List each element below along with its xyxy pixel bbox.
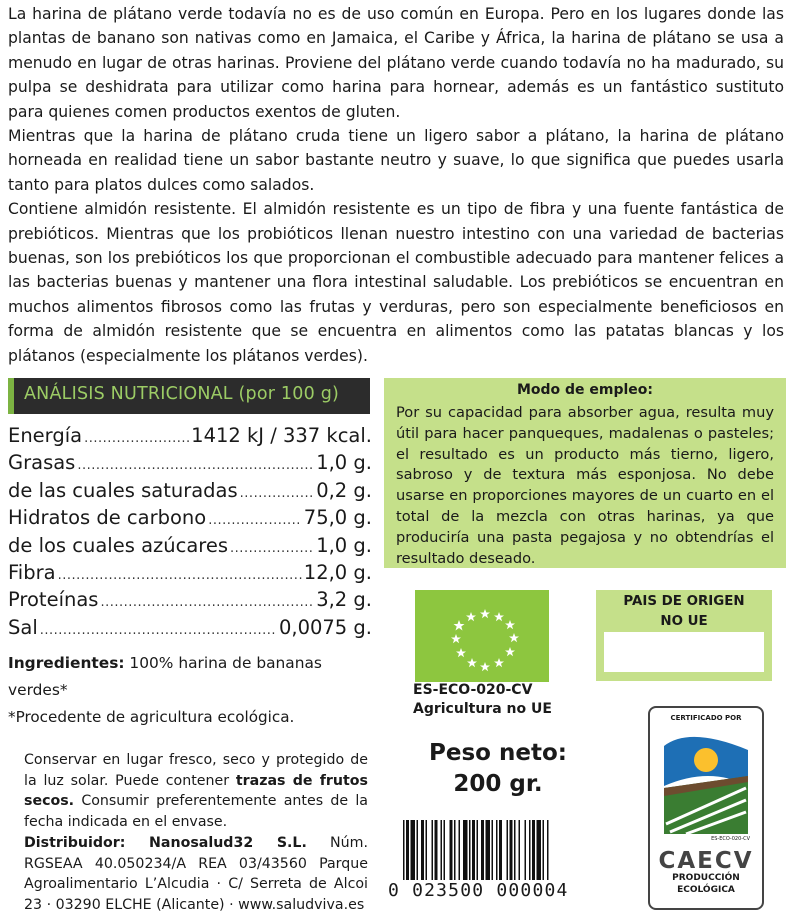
nutrition-label: Hidratos de carbono	[8, 506, 207, 530]
barcode-number: 0 023500 000004	[388, 880, 569, 901]
caecv-code: ES-ECO-020-CV	[711, 836, 750, 842]
nutrition-value: 1,0 g.	[316, 533, 372, 557]
origin-blank-box	[604, 632, 764, 672]
nutrition-label: Fibra	[8, 560, 56, 584]
caecv-brand: CAECV	[658, 848, 754, 874]
nutrition-label: de las cuales saturadas	[8, 478, 238, 502]
caecv-emblem-icon	[650, 726, 762, 846]
barcode-bar	[426, 820, 428, 880]
nutrition-value: 75,0 g.	[303, 506, 372, 530]
net-weight	[408, 738, 588, 800]
dot-leader	[84, 431, 189, 446]
barcode-bar	[481, 820, 484, 880]
barcode	[403, 820, 601, 880]
barcode-bar	[529, 820, 531, 880]
barcode-bar	[411, 820, 416, 880]
eco-origin-note: Agricultura no UE	[413, 701, 552, 717]
nutrition-table	[8, 424, 372, 643]
usage-title: Modo de empleo:	[516, 382, 654, 398]
nutrition-row-sugars	[8, 534, 372, 561]
barcode-bar	[543, 820, 545, 880]
nutrition-value: 1,0 g.	[316, 451, 372, 475]
net-weight-value: 200 gr.	[453, 771, 543, 797]
storage-text-end: Consumir preferentemente antes de la fecha indicada en el envase.	[24, 793, 368, 830]
nutrition-label: de los cuales azúcares	[8, 533, 229, 557]
nutrition-label: Grasas	[8, 451, 76, 475]
barcode-bar	[472, 820, 475, 880]
storage-text: Conservar en lugar fresco, seco y protegido de la luz solar. Puede contener	[24, 752, 368, 789]
nutrition-row-fiber	[8, 561, 372, 588]
dot-leader	[40, 623, 277, 638]
barcode-bar	[525, 820, 527, 880]
barcode-bar	[547, 820, 549, 880]
barcode-bar	[463, 820, 468, 880]
barcode-bar	[432, 820, 434, 880]
origin-label: PAIS DE ORIGEN	[623, 594, 745, 609]
intro-text	[8, 2, 784, 368]
nutrition-label: Energía	[8, 424, 83, 447]
net-weight-label: Peso neto:	[429, 740, 567, 766]
dot-leader	[240, 486, 315, 501]
nutrition-header	[8, 378, 370, 414]
barcode-bar	[444, 820, 446, 880]
storage-instructions	[24, 750, 368, 832]
caecv-line-2: ECOLÓGICA	[677, 885, 735, 895]
barcode-bar	[532, 820, 535, 880]
allergen-warning: trazas de frutos secos.	[24, 772, 368, 809]
nutrition-row-protein	[8, 588, 372, 615]
nutrition-row-energy	[8, 424, 372, 451]
nutrition-row-fat	[8, 451, 372, 478]
barcode-bar	[477, 820, 479, 880]
organic-note: *Procedente de agricultura ecológica.	[8, 708, 295, 726]
intro-paragraph-2: Mientras que la harina de plátano cruda tiene un ligero sabor a plátano, la harina de plátano horneada en realidad tiene un sabor bastante neutro y suave, lo que significa que puedes usarla tanto para platos dulces como salados.	[8, 127, 784, 194]
barcode-bar	[406, 820, 409, 880]
barcode-bar	[492, 820, 494, 880]
nutrition-value: 1412 kJ / 337 kcal.	[191, 424, 372, 447]
nutrition-row-carbs	[8, 506, 372, 533]
nutrition-title: ANÁLISIS NUTRICIONAL (por 100 g)	[24, 384, 340, 404]
barcode-bar	[441, 820, 443, 880]
ingredients-label: Ingredientes:	[8, 654, 125, 672]
eco-certification	[413, 681, 552, 719]
barcode-bar	[486, 820, 491, 880]
distributor-label: Distribuidor: Nanosalud32 S.L.	[24, 835, 307, 851]
barcode-bar	[510, 820, 513, 880]
intro-paragraph-1: La harina de plátano verde todavía no es de uso común en Europa. Pero en los lugares donde las plantas de banano son nativas como en Jamaica, el Caribe y África, la harina de plátano se usa a menudo en lugar de otras harinas. Proviene del plátano verde cuando todavía no ha madurado, su pulpa se deshidrata para utilizar como harina para hornear, además es un fantástico sustituto para quienes comen productos exentos de gluten.	[8, 5, 784, 121]
barcode-bar	[499, 820, 502, 880]
distributor-info	[24, 833, 368, 915]
barcode-bar	[421, 820, 424, 880]
nutrition-value: 12,0 g.	[303, 560, 372, 584]
nutrition-value: 3,2 g.	[316, 588, 372, 612]
nutrition-value: 0,0075 g.	[278, 615, 372, 639]
barcode-bar	[496, 820, 498, 880]
barcode-bar	[454, 820, 456, 880]
eu-leaf-icon	[415, 590, 549, 682]
nutrition-row-salt	[8, 616, 372, 643]
barcode-bar	[469, 820, 471, 880]
ingredients-text: 100% harina de bananas verdes*	[8, 654, 322, 699]
caecv-certified-label: CERTIFICADO POR	[670, 714, 742, 722]
nutrition-row-saturated	[8, 479, 372, 506]
intro-paragraph-3: Contiene almidón resistente. El almidón resistente es un tipo de fibra y una fuente fantástica de prebióticos. Mientras que los probióticos llenan nuestro intestino con una variedad de bacterias buenas, son los prebióticos los que proporcionan el combustible adecuado para mantener felices a las bacterias buenas y mantener una flora intestinal saludable. Los prebióticos se encuentran en muchos alimentos fibrosos como las frutas y verduras, pero son especialmente beneficiosos en forma de almidón resistente que se encuentra en alimentos como las patatas blancas y los plátanos (especialmente los plátanos verdes).	[8, 200, 784, 365]
dot-leader	[230, 541, 314, 556]
dot-leader	[77, 458, 314, 473]
dot-leader	[100, 595, 314, 610]
barcode-bar	[514, 820, 516, 880]
dot-leader	[58, 568, 302, 583]
nutrition-header-accent	[8, 378, 14, 414]
eu-organic-logo	[415, 590, 549, 682]
nutrition-label: Sal	[8, 615, 38, 639]
distributor-text: Núm. RGSEAA 40.050234/A REA 03/43560 Parque Agroalimentario L’Alcudia · C/ Serreta de Alcoi 23 · 03290 ELCHE (Alicante) · www.saludviva.es	[24, 835, 368, 913]
origin-box	[596, 590, 772, 681]
nutrition-label: Proteínas	[8, 588, 99, 612]
ingredients	[8, 650, 368, 704]
barcode-bar	[417, 820, 419, 880]
dot-leader	[208, 513, 302, 528]
barcode-bar	[519, 820, 521, 880]
caecv-seal	[648, 706, 764, 910]
usage-box	[384, 378, 786, 568]
usage-text: Por su capacidad para absorber agua, resulta muy útil para hacer panqueques, madalenas o pasteles; el resultado es un producto más tierno, ligero, sabroso y de textura más esponjosa. No debe usarse en proporciones mayores de un cuarto en el total de la mezcla con otras harinas, ya que produciría una pasta pegajosa y no obtendrías el resultado deseado.	[396, 404, 774, 567]
origin-value: NO UE	[660, 614, 708, 629]
barcode-bar	[403, 820, 405, 880]
eco-code: ES-ECO-020-CV	[413, 682, 533, 698]
barcode-bar	[450, 820, 453, 880]
barcode-bar	[435, 820, 438, 880]
nutrition-value: 0,2 g.	[316, 478, 372, 502]
caecv-line-1: PRODUCCIÓN	[672, 873, 740, 883]
barcode-bar	[459, 820, 461, 880]
barcode-bar	[507, 820, 509, 880]
barcode-bar	[537, 820, 542, 880]
